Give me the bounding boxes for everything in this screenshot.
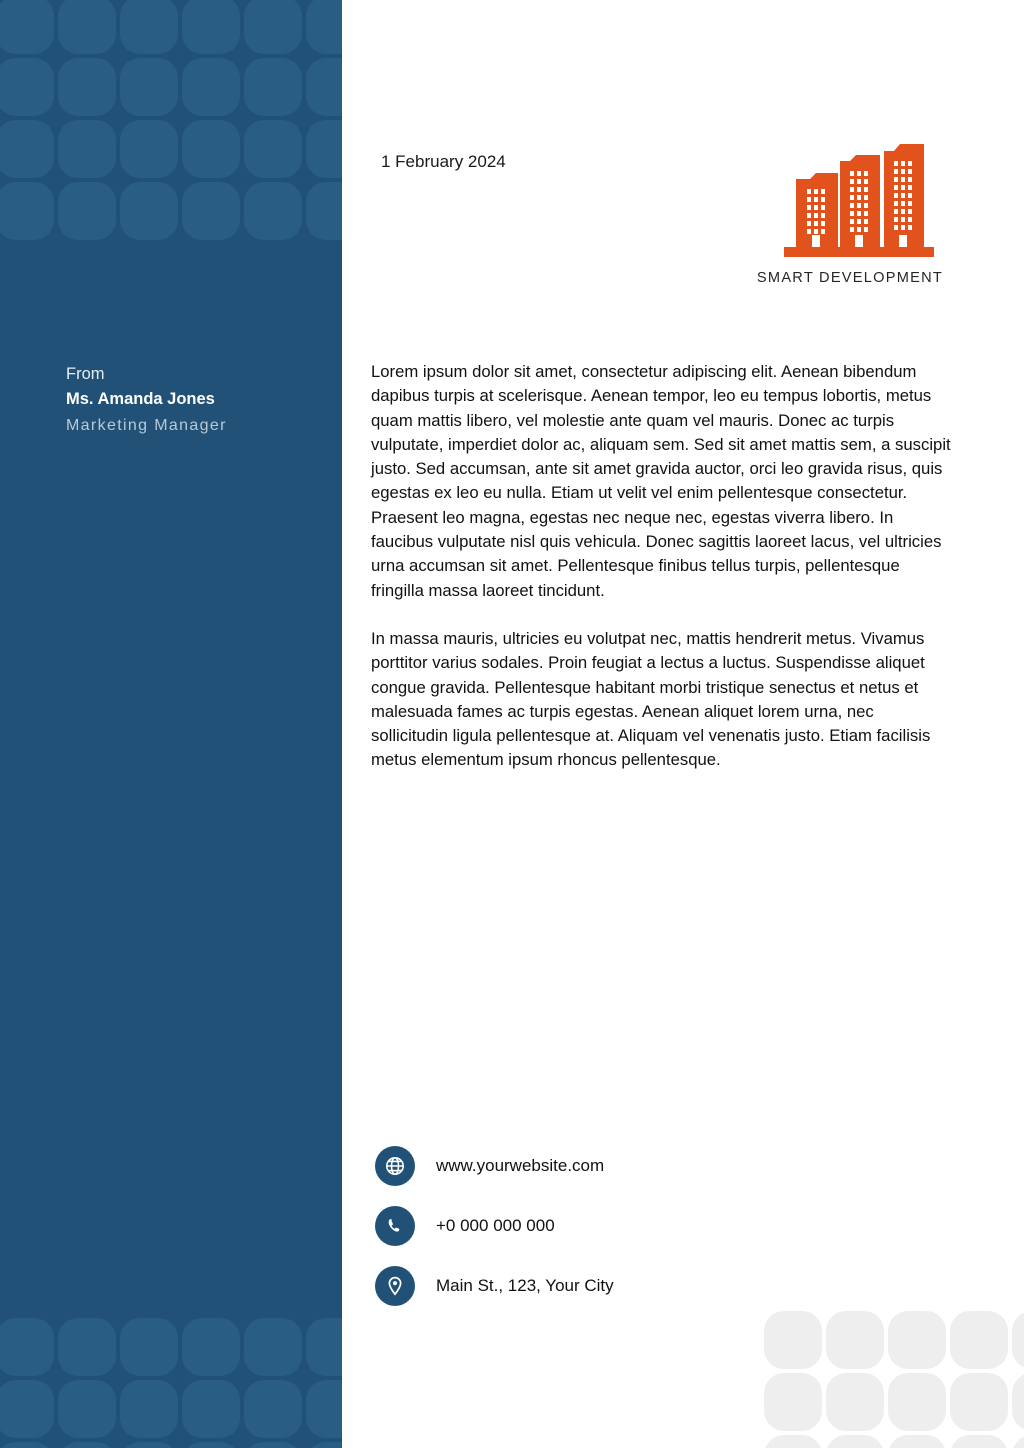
pattern-tile [0,58,54,116]
pattern-tile [306,1318,342,1376]
pattern-tile [306,120,342,178]
pattern-tile [306,0,342,54]
pattern-tile [826,1373,884,1431]
pattern-tile [306,1442,342,1448]
pattern-tile [764,1435,822,1448]
pattern-tile [764,1311,822,1369]
letter-date: 1 February 2024 [381,152,506,171]
pattern-tile [0,1442,54,1448]
pattern-tile [244,58,302,116]
pattern-tile [1012,1311,1024,1369]
pattern-tile [0,182,54,240]
pattern-tile [950,1373,1008,1431]
letter-paragraph: Lorem ipsum dolor sit amet, consectetur adipiscing elit. Aenean bibendum dapibus turpis at scelerisque. Aenean tempor, leo eu tempus lobortis, metus quam mattis libero, vel molestie ante quam vel mauris. Donec ac turpis vulputate, imperdiet dolor ac, aliquam sem. Sed sit amet mattis sem, a suscipit justo. Sed accumsan, ante sit amet gravida auctor, orci leo gravida risus, quis egestas ex leo eu nulla. Etiam ut velit vel enim pellentesque consectetur. Praesent leo magna, egestas nec neque nec, egestas viverra libero. In faucibus vulputate nisl quis vehicula. Donec sagittis laoreet lacus, vel ultricies urna accumsan sit amet. Pellentesque finibus tellus turpis, pellentesque fringilla massa laoreet tincidunt. [371,362,951,600]
pattern-tile [244,0,302,54]
pattern-tile [888,1311,946,1369]
pattern-tile [120,120,178,178]
pattern-tile [58,58,116,116]
company-logo [752,143,948,286]
pattern-tile [244,1380,302,1438]
decorative-pattern-bottom-left [0,1318,342,1448]
pattern-tile [182,1442,240,1448]
sender-block [66,362,326,438]
pattern-tile [306,182,342,240]
decorative-pattern-top-left [0,0,342,206]
logo-wordmark: SMART DEVELOPMENT [756,270,944,286]
pattern-tile [244,1442,302,1448]
pattern-tile [1012,1435,1024,1448]
location-pin-icon [375,1266,415,1306]
sender-from-label: From [66,365,105,383]
pattern-tile [950,1311,1008,1369]
pattern-tile [306,1380,342,1438]
pattern-tile [120,1442,178,1448]
contact-footer [375,1136,915,1316]
contact-phone-text: +0 000 000 000 [436,1216,555,1235]
pattern-tile [58,1318,116,1376]
pattern-tile [244,1318,302,1376]
letter-paragraph: In massa mauris, ultricies eu volutpat nec, mattis hendrerit metus. Vivamus porttitor varius sodales. Proin feugiat a lectus a luctus. Suspendisse aliquet congue gravida. Pellentesque habitant morbi tristique senectus et netus et malesuada fames ac turpis egestas. Aenean aliquet lorem urna, nec sollicitudin ligula pellentesque at. Aliquam vel venenatis justo. Etiam facilisis metus elementum ipsum rhoncus pellentesque. [371,628,931,770]
pattern-tile [0,1318,54,1376]
pattern-tile [58,182,116,240]
pattern-tile [182,58,240,116]
pattern-tile [58,1380,116,1438]
pattern-tile [182,120,240,178]
pattern-tile [244,120,302,178]
pattern-tile [120,0,178,54]
pattern-tile [182,0,240,54]
pattern-tile [826,1435,884,1448]
pattern-tile [0,120,54,178]
pattern-tile [826,1311,884,1369]
pattern-tile [0,0,54,54]
pattern-tile [58,1442,116,1448]
sender-name: Ms. Amanda Jones [66,390,215,408]
phone-icon [375,1206,415,1246]
contact-address-text: Main St., 123, Your City [436,1276,614,1295]
globe-icon [375,1146,415,1186]
pattern-tile [120,182,178,240]
pattern-tile [306,58,342,116]
pattern-tile [120,1318,178,1376]
contact-row-website[interactable] [375,1136,915,1196]
pattern-tile [1012,1373,1024,1431]
letter-body [371,360,951,773]
pattern-tile [58,120,116,178]
sidebar-panel [0,0,342,1448]
contact-row-address[interactable] [375,1256,915,1316]
pattern-tile [764,1373,822,1431]
decorative-pattern-bottom-right [764,1311,1024,1448]
pattern-tile [120,1380,178,1438]
pattern-tile [182,1318,240,1376]
pattern-tile [182,182,240,240]
pattern-tile [120,58,178,116]
contact-row-phone[interactable] [375,1196,915,1256]
contact-website-text: www.yourwebsite.com [436,1156,605,1175]
sender-role: Marketing Manager [66,417,227,434]
pattern-tile [0,1380,54,1438]
pattern-tile [888,1373,946,1431]
buildings-logo-icon [752,143,948,261]
pattern-tile [182,1380,240,1438]
pattern-tile [58,0,116,54]
pattern-tile [244,182,302,240]
pattern-tile [888,1435,946,1448]
pattern-tile [950,1435,1008,1448]
